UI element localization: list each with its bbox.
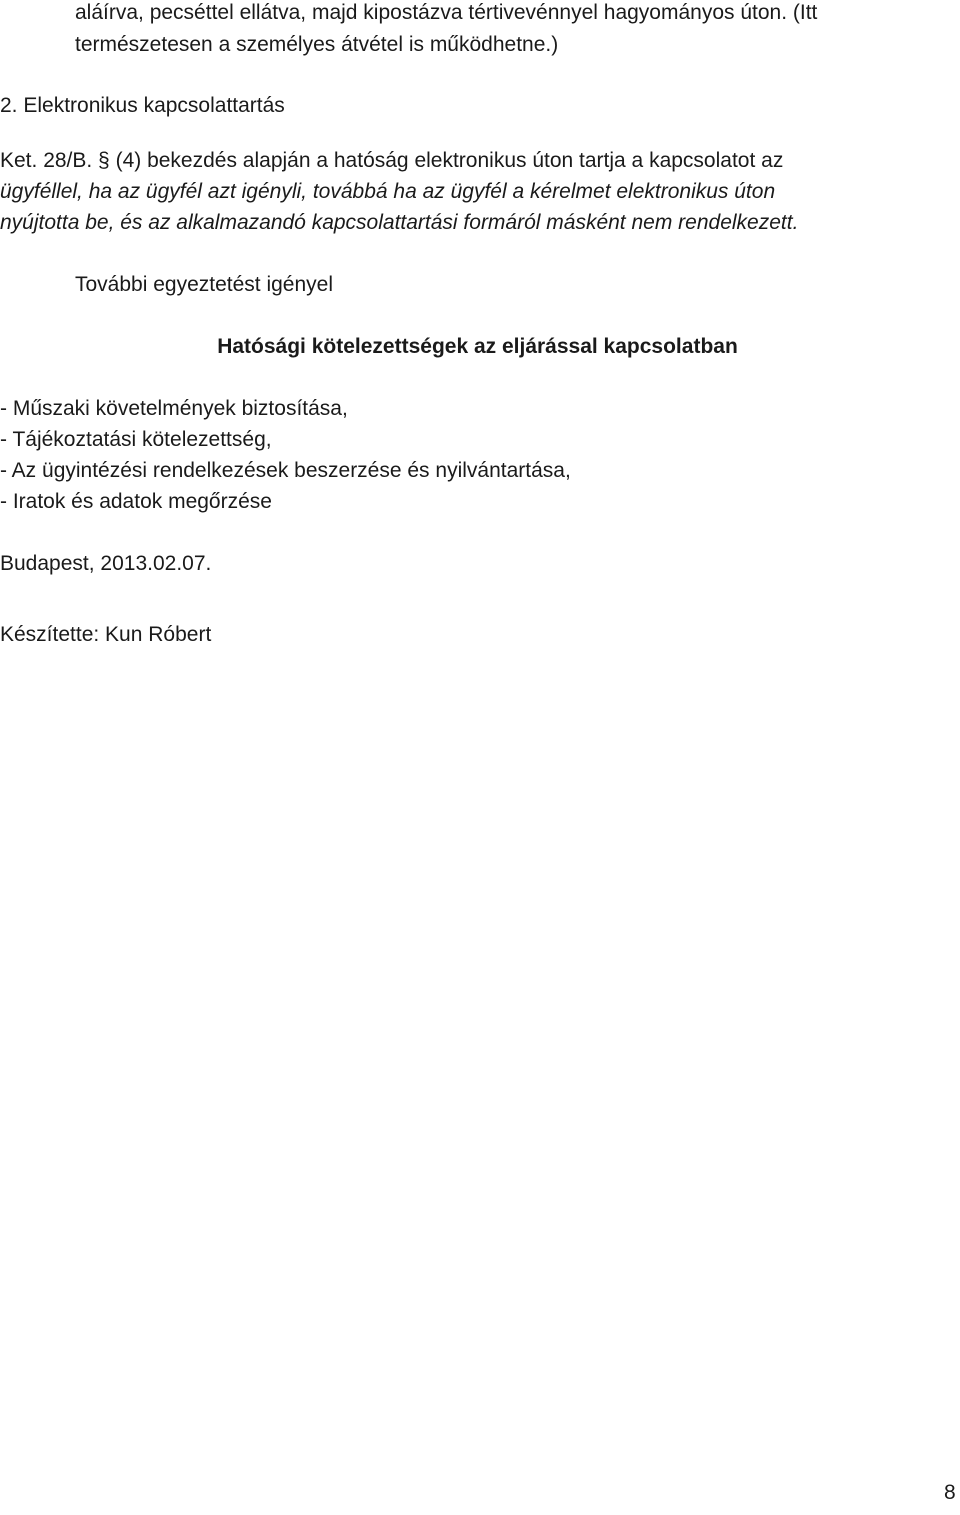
obligations-title: Hatósági kötelezettségek az eljárással kapcsolatban: [217, 335, 738, 358]
place-date: Budapest, 2013.02.07.: [0, 552, 212, 575]
obligation-item: - Az ügyintézési rendelkezések beszerzése és nyilvántartása,: [0, 459, 571, 482]
ket-line-3: nyújtotta be, és az alkalmazandó kapcsolattartási formáról másként nem rendelkezett.: [0, 211, 799, 234]
intro-line-1-text: aláírva, pecséttel ellátva, majd kipostázva tértivevénnyel hagyományos úton. (Itt: [75, 1, 818, 24]
ket-line-2: [0, 179, 955, 205]
page-number: 8: [944, 1481, 956, 1504]
author-line: Készítette: Kun Róbert: [0, 623, 212, 646]
obligation-item: - Műszaki követelmények biztosítása,: [0, 397, 348, 420]
ket-line-1: [0, 148, 955, 174]
section-heading: 2. Elektronikus kapcsolattartás: [0, 94, 285, 117]
obligation-item: - Iratok és adatok megőrzése: [0, 490, 272, 513]
note-text: További egyeztetést igényel: [75, 273, 333, 296]
ket-line-1-text: Ket. 28/B. § (4) bekezdés alapján a hatóság elektronikus úton tartja a kapcsolatot az: [0, 149, 784, 172]
intro-line-1: [75, 0, 955, 26]
obligation-item: - Tájékoztatási kötelezettség,: [0, 428, 272, 451]
intro-line-2: természetesen a személyes átvétel is működhetne.): [75, 33, 559, 56]
ket-line-2-text: ügyféllel, ha az ügyfél azt igényli, továbbá ha az ügyfél a kérelmet elektronikus úton: [0, 180, 776, 203]
